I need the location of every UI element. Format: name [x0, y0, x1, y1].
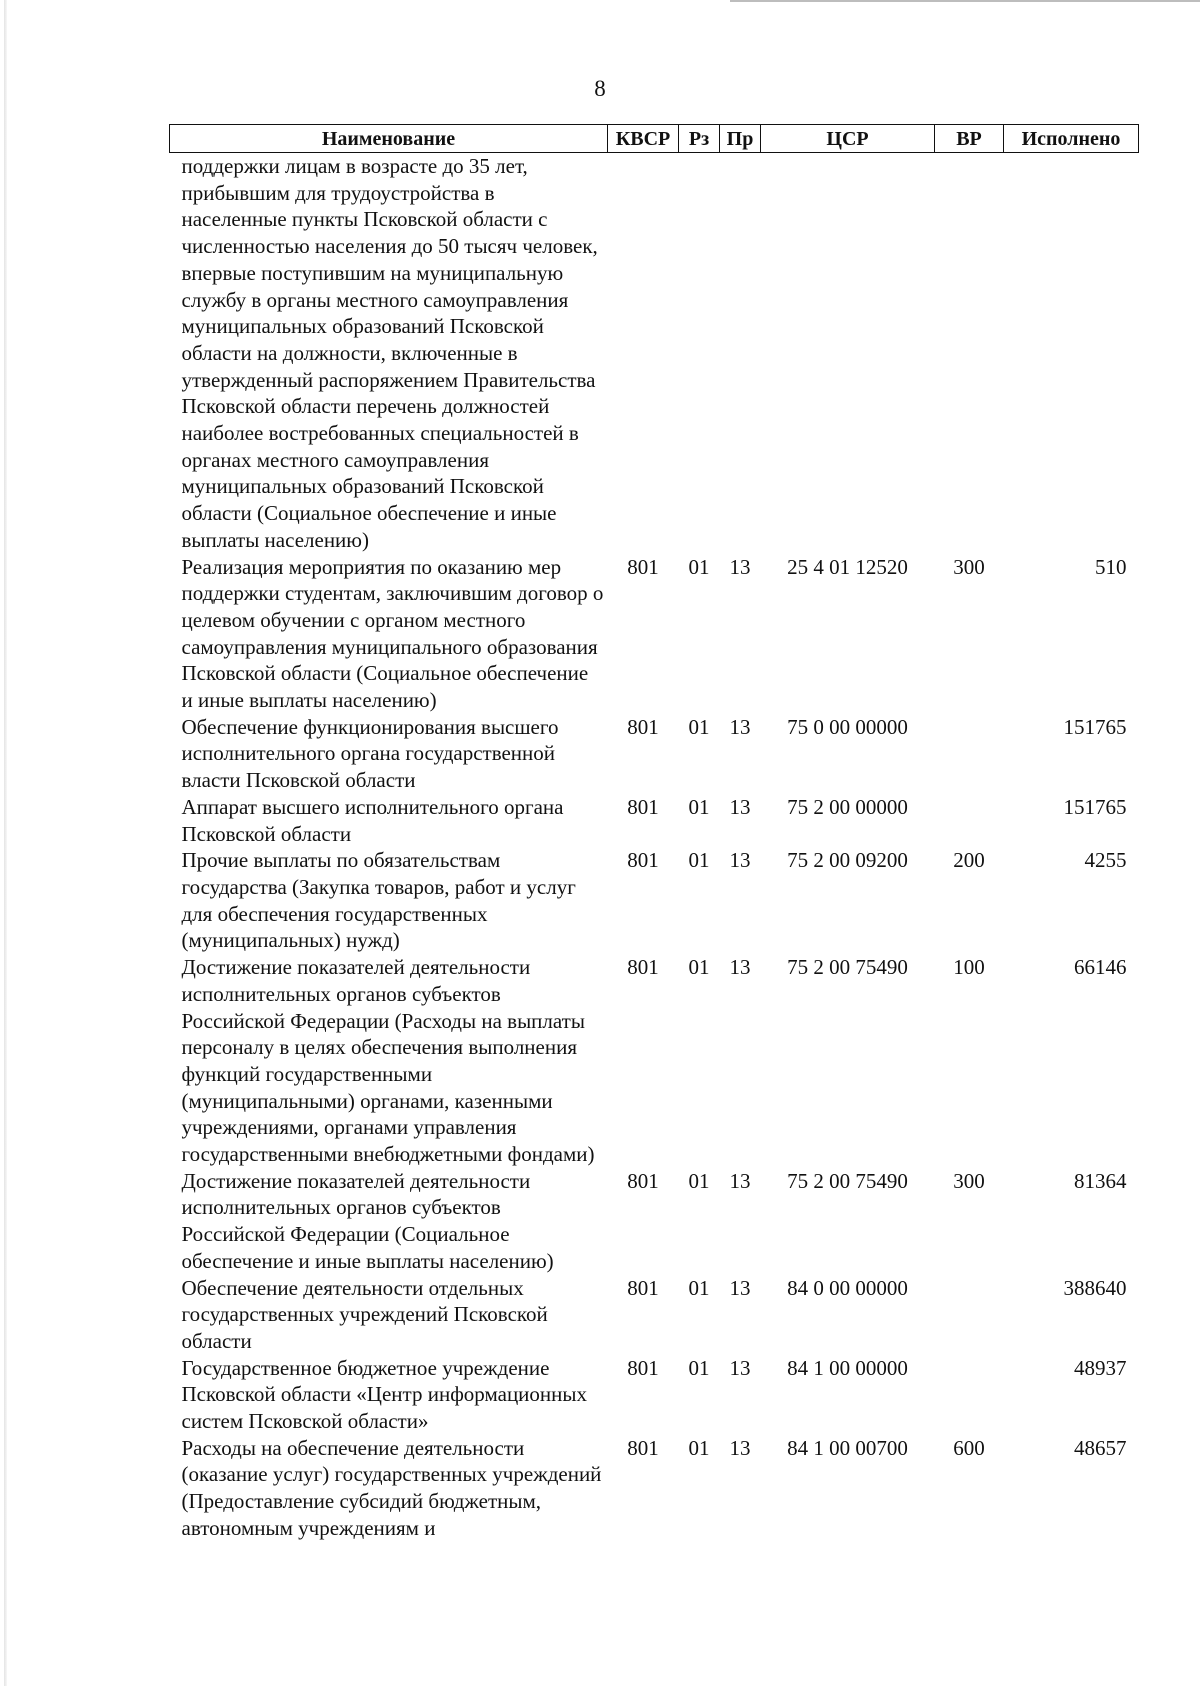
cell-rz: 01 — [688, 955, 710, 980]
cell-executed: 4255 — [1084, 848, 1127, 873]
table-row — [170, 1355, 1139, 1435]
cell-name: Обеспечение функционирования высшего исполнительного органа государственной власти Псковской области — [181, 714, 559, 793]
cell-name: Аппарат высшего исполнительного органа Псковской области — [181, 794, 564, 846]
cell-rz: 01 — [688, 1275, 710, 1300]
header-rz: Рз — [679, 125, 720, 153]
table-body — [170, 153, 1139, 1542]
cell-executed: 81364 — [1074, 1168, 1127, 1193]
cell-name: Прочие выплаты по обязательствам государства (Закупка товаров, работ и услуг для обеспечения государственных (муниципальных) нужд) — [181, 848, 576, 953]
cell-vr: 100 — [953, 955, 985, 980]
header-csr: ЦСР — [761, 125, 935, 153]
cell-kvsr: 801 — [627, 1355, 659, 1380]
cell-executed: 388640 — [1063, 1275, 1127, 1300]
cell-vr — [935, 794, 1004, 847]
header-pr: Пр — [720, 125, 761, 153]
cell-name: Реализация мероприятия по оказанию мер поддержки студентам, заключившим договор о целевом обучении с органом местного самоуправления муниципального образования Псковской области (Социальное обеспечение и иные выплаты населению) — [181, 554, 604, 713]
table-row — [170, 554, 1139, 714]
cell-csr: 75 2 00 09200 — [787, 848, 908, 873]
cell-executed: 66146 — [1074, 955, 1127, 980]
header-name: Наименование — [170, 125, 608, 153]
cell-name: Достижение показателей деятельности исполнительных органов субъектов Российской Федерации (Социальное обеспечение и иные выплаты населению) — [181, 1168, 554, 1273]
cell-rz — [679, 153, 720, 554]
header-kvsr: КВСР — [608, 125, 679, 153]
cell-vr: 300 — [953, 554, 985, 579]
cell-rz: 01 — [688, 1435, 710, 1460]
budget-table-container — [169, 124, 1138, 1542]
cell-csr — [761, 153, 935, 554]
cell-pr: 13 — [729, 955, 751, 980]
table-row — [170, 1275, 1139, 1355]
budget-execution-table — [169, 124, 1139, 1542]
cell-rz: 01 — [688, 1168, 710, 1193]
cell-name: поддержки лицам в возрасте до 35 лет, прибывшим для трудоустройства в населенные пункты Псковской области с численностью населения до 50 тысяч человек, впервые поступившим на муниципальную службу в органы местного самоуправления муниципальных образований Псковской области на должности, включенные в утвержденный распоряжением Правительства Псковской области перечень должностей наиболее востребованных специальностей в органах местного самоуправления муниципальных образований Псковской области (Социальное обеспечение и иные выплаты населению) — [181, 154, 598, 552]
cell-kvsr: 801 — [627, 1435, 659, 1460]
table-row — [170, 1168, 1139, 1275]
cell-csr: 75 2 00 75490 — [787, 955, 908, 980]
cell-pr — [720, 153, 761, 554]
cell-kvsr: 801 — [627, 554, 659, 579]
cell-rz: 01 — [688, 714, 710, 739]
cell-vr: 200 — [953, 848, 985, 873]
cell-csr: 25 4 01 12520 — [787, 554, 908, 579]
cell-csr: 84 1 00 00700 — [787, 1435, 908, 1460]
cell-pr: 13 — [729, 1435, 751, 1460]
cell-name: Обеспечение деятельности отдельных государственных учреждений Псковской области — [181, 1275, 548, 1353]
cell-csr: 84 1 00 00000 — [787, 1355, 908, 1380]
cell-pr: 13 — [729, 714, 751, 739]
cell-pr: 13 — [729, 554, 751, 579]
scan-edge-top — [730, 0, 1200, 2]
cell-csr: 75 2 00 00000 — [787, 794, 908, 819]
cell-kvsr: 801 — [627, 794, 659, 819]
cell-executed: 48657 — [1074, 1435, 1127, 1460]
table-row — [170, 714, 1139, 794]
cell-kvsr: 801 — [627, 955, 659, 980]
cell-vr — [935, 714, 1004, 794]
cell-rz: 01 — [688, 848, 710, 873]
cell-vr: 300 — [953, 1168, 985, 1193]
cell-executed: 48937 — [1074, 1355, 1127, 1380]
header-row — [170, 125, 1139, 153]
cell-pr: 13 — [729, 1355, 751, 1380]
cell-csr: 75 0 00 00000 — [787, 714, 908, 739]
cell-executed: 151765 — [1063, 714, 1127, 739]
table-row — [170, 153, 1139, 554]
cell-kvsr: 801 — [627, 848, 659, 873]
cell-csr: 84 0 00 00000 — [787, 1275, 908, 1300]
scan-edge-left — [4, 0, 7, 1686]
cell-pr: 13 — [729, 1275, 751, 1300]
cell-pr: 13 — [729, 794, 751, 819]
table-row — [170, 954, 1139, 1168]
cell-kvsr: 801 — [627, 714, 659, 739]
cell-name: Достижение показателей деятельности исполнительных органов субъектов Российской Федерации (Расходы на выплаты персоналу в целях обеспечения выполнения функций государственными (муниципальными) органами, казенными учреждениями, органами управления государственными внебюджетными фондами) — [181, 955, 595, 1167]
cell-kvsr: 801 — [627, 1275, 659, 1300]
cell-name: Государственное бюджетное учреждение Псковской области «Центр информационных систем Псковской области» — [181, 1355, 588, 1434]
cell-rz: 01 — [688, 794, 710, 819]
page-number: 8 — [594, 76, 606, 101]
cell-executed: 510 — [1095, 554, 1127, 579]
cell-executed — [1004, 153, 1139, 554]
cell-name: Расходы на обеспечение деятельности (оказание услуг) государственных учреждений (Предоставление субсидий бюджетным, автономным учреждениям и — [181, 1435, 602, 1540]
cell-kvsr — [608, 153, 679, 554]
cell-kvsr: 801 — [627, 1168, 659, 1193]
cell-rz: 01 — [688, 554, 710, 579]
cell-csr: 75 2 00 75490 — [787, 1168, 908, 1193]
header-vr: ВР — [935, 125, 1004, 153]
cell-executed: 151765 — [1063, 794, 1127, 819]
cell-pr: 13 — [729, 848, 751, 873]
cell-vr: 600 — [953, 1435, 985, 1460]
table-row — [170, 794, 1139, 847]
cell-pr: 13 — [729, 1168, 751, 1193]
table-row — [170, 847, 1139, 954]
table-header — [170, 125, 1139, 153]
header-executed: Исполнено — [1004, 125, 1139, 153]
cell-vr — [935, 1355, 1004, 1435]
cell-rz: 01 — [688, 1355, 710, 1380]
cell-vr — [935, 1275, 1004, 1355]
cell-vr — [935, 153, 1004, 554]
table-row — [170, 1435, 1139, 1542]
